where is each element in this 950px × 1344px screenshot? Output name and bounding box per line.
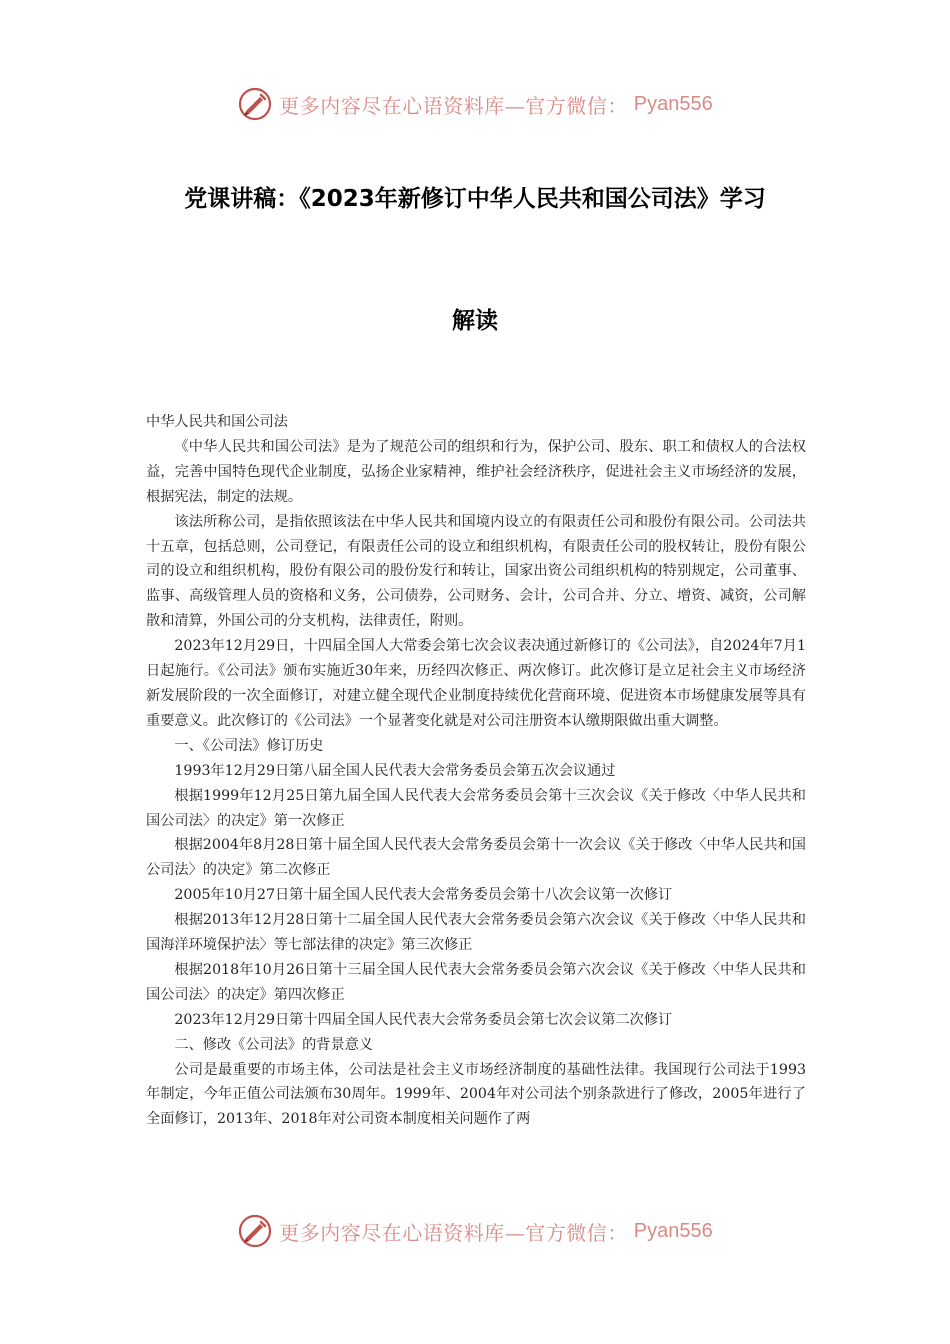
section-heading: 二、修改《公司法》的背景意义 [174,1036,374,1053]
footer-watermark-banner [0,1211,950,1251]
paragraph: 公司是最重要的市场主体，公司法是社会主义市场经济制度的基础性法律。我国现行公司法于1993年制定，今年正值公司法颁布30周年。1999年、2004年对公司法个别条款进行了修改，2005年进行了全面修订，2013年、2018年对公司资本制度相关问题作了两 [146,1061,806,1128]
history-item: 根据1999年12月25日第九届全国人民代表大会常务委员会第十三次会议《关于修改〈中华人民共和国公司法〉的决定》第一次修正 [146,787,806,829]
section-label: 中华人民共和国公司法 [146,414,288,430]
history-item: 2023年12月29日第十四届全国人民代表大会常务委员会第七次会议第二次修订 [174,1011,673,1028]
history-item: 根据2004年8月28日第十届全国人民代表大会常务委员会第十一次会议《关于修改〈中华人民共和国公司法〉的决定》第二次修正 [146,837,806,879]
history-item: 根据2018年10月26日第十三届全国人民代表大会常务委员会第六次会议《关于修改〈中华人民共和国公司法〉的决定》第四次修正 [146,961,806,1003]
pen-logo-icon [237,86,273,122]
document-title-line-2: 解读 [452,308,498,334]
history-item: 2005年10月27日第十届全国人民代表大会常务委员会第十八次会议第一次修订 [174,887,673,904]
document-body [146,410,806,1132]
banner-text: 更多内容尽在心语资料库—官方微信： [279,1220,628,1245]
section-heading: 一、《公司法》修订历史 [174,737,324,754]
pen-logo-icon [237,1213,273,1249]
document-title-line-1: 党课讲稿：《2023年新修订中华人民共和国公司法》学习 [184,186,766,212]
history-item: 根据2013年12月28日第十二届全国人民代表大会常务委员会第六次会议《关于修改〈中华人民共和国海洋环境保护法〉等七部法律的决定》第三次修正 [146,912,806,954]
paragraph: 《中华人民共和国公司法》是为了规范公司的组织和行为，保护公司、股东、职工和债权人的合法权益，完善中国特色现代企业制度，弘扬企业家精神，维护社会经济秩序，促进社会主义市场经济的发展，根据宪法，制定的法规。 [146,438,806,505]
banner-wechat-id: Pyan556 [633,92,713,115]
history-item: 1993年12月29日第八届全国人民代表大会常务委员会第五次会议通过 [174,762,616,779]
paragraph: 该法所称公司，是指依照该法在中华人民共和国境内设立的有限责任公司和股份有限公司。公司法共十五章，包括总则，公司登记，有限责任公司的设立和组织机构，有限责任公司的股权转让，股份有限公司的设立和组织机构，股份有限公司的股份发行和转让，国家出资公司组织机构的特别规定，公司董事、监事、高级管理人员的资格和义务，公司债券，公司财务、会计，公司合并、分立、增资、减资，公司解散和清算，外国公司的分支机构，法律责任，附则。 [146,513,806,630]
paragraph: 2023年12月29日，十四届全国人大常委会第七次会议表决通过新修订的《公司法》，自2024年7月1日起施行。《公司法》颁布实施近30年来，历经四次修正、两次修订。此次修订是立足社会主义市场经济新发展阶段的一次全面修订，对建立健全现代企业制度持续优化营商环境、促进资本市场健康发展等具有重要意义。此次修订的《公司法》一个显著变化就是对公司注册资本认缴期限做出重大调整。 [146,638,806,729]
header-watermark-banner [0,84,950,124]
banner-wechat-id: Pyan556 [633,1219,713,1242]
banner-text: 更多内容尽在心语资料库—官方微信： [279,93,628,118]
